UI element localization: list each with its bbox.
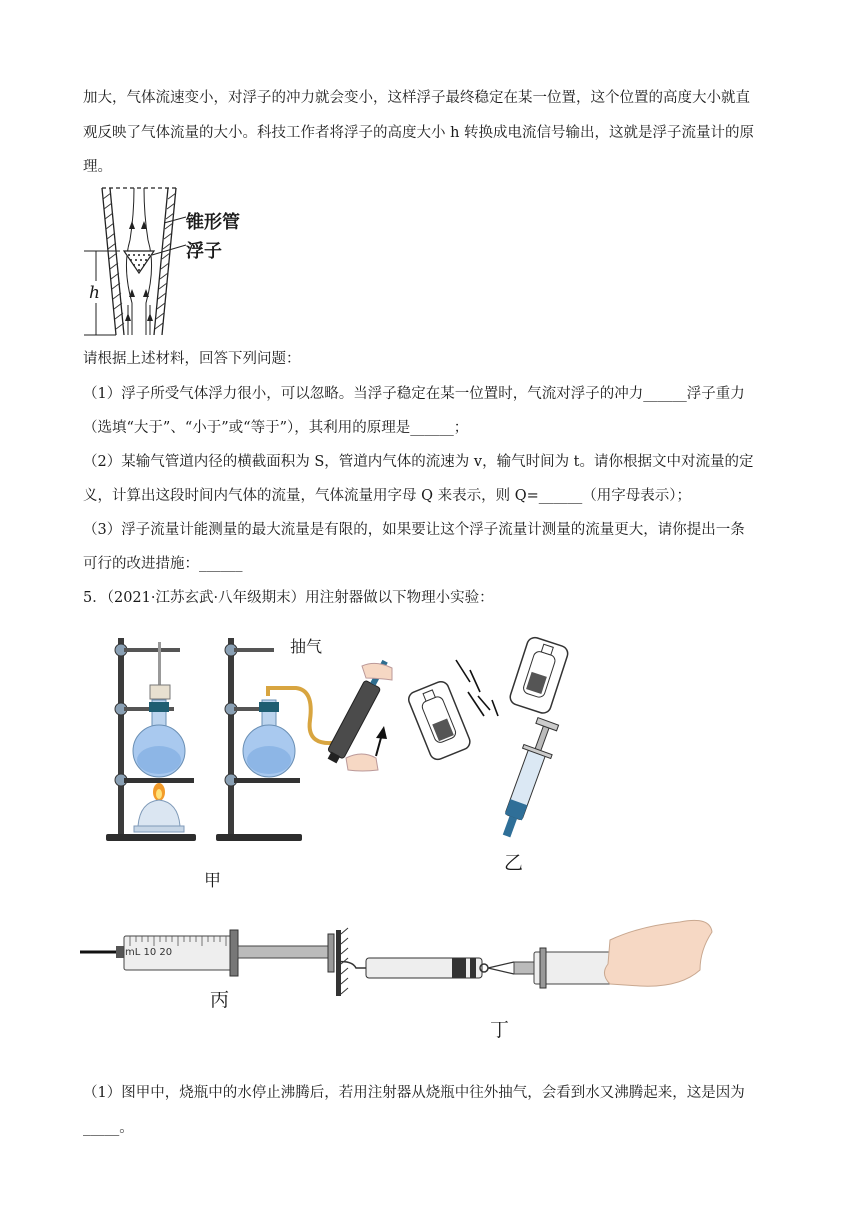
problem-5-question-1-line-2: _____。 bbox=[83, 1120, 134, 1136]
question-2-line-1: （2）某输气管道内径的横截面积为 S，管道内气体的流速为 v，输气时间为 t。请你根据文中对流量的定 bbox=[83, 454, 754, 470]
caption-jia: 甲 bbox=[204, 871, 221, 891]
caption-ding: 丁 bbox=[490, 1019, 510, 1041]
caption-bing: 丙 bbox=[210, 989, 230, 1011]
passage-line-3: 理。 bbox=[83, 159, 112, 175]
label-tapered-tube: 锥形管 bbox=[186, 212, 240, 233]
passage-line-1: 加大，气体流速变小，对浮子的冲力就会变小，这样浮子最终稳定在某一位置，这个位置的高度大小就直 bbox=[83, 90, 750, 106]
figure-yi-bottles-syringe bbox=[408, 630, 608, 840]
flowmeter-diagram bbox=[80, 185, 280, 337]
questions-intro: 请根据上述材料，回答下列问题： bbox=[83, 351, 301, 367]
question-3-line-2: 可行的改进措施：______ bbox=[83, 556, 243, 572]
label-pump-air: 抽气 bbox=[290, 637, 323, 656]
syringe-scale-label: mL 10 20 bbox=[125, 947, 173, 958]
question-2-line-2: 义，计算出这段时间内气体的流量，气体流量用字母 Q 来表示，则 Q=______（用字母表示）； bbox=[83, 488, 691, 504]
caption-yi: 乙 bbox=[504, 852, 524, 874]
problem-5-question-1-line-1: （1）图甲中，烧瓶中的水停止沸腾后，若用注射器从烧瓶中往外抽气，会看到水又沸腾起来，这是因为 bbox=[83, 1085, 745, 1101]
question-1-line-2: （选填“大于”、“小于”或“等于”），其利用的原理是______； bbox=[83, 420, 469, 436]
figure-bing-ding-syringes bbox=[80, 900, 720, 1010]
question-3-line-1: （3）浮子流量计能测量的最大流量是有限的，如果要让这个浮子流量计测量的流量更大，请你提出一条 bbox=[83, 522, 745, 538]
figure-jia-flask-apparatus bbox=[100, 630, 400, 860]
problem-5-header: 5．（2021·江苏玄武·八年级期末）用注射器做以下物理小实验： bbox=[83, 590, 494, 606]
label-h: h bbox=[89, 283, 100, 303]
label-float: 浮子 bbox=[186, 241, 222, 262]
question-1-line-1: （1）浮子所受气体浮力很小，可以忽略。当浮子稳定在某一位置时，气流对浮子的冲力______浮子重力 bbox=[83, 386, 745, 402]
passage-line-2: 观反映了气体流量的大小。科技工作者将浮子的高度大小 h 转换成电流信号输出，这就是浮子流量计的原 bbox=[83, 125, 755, 141]
